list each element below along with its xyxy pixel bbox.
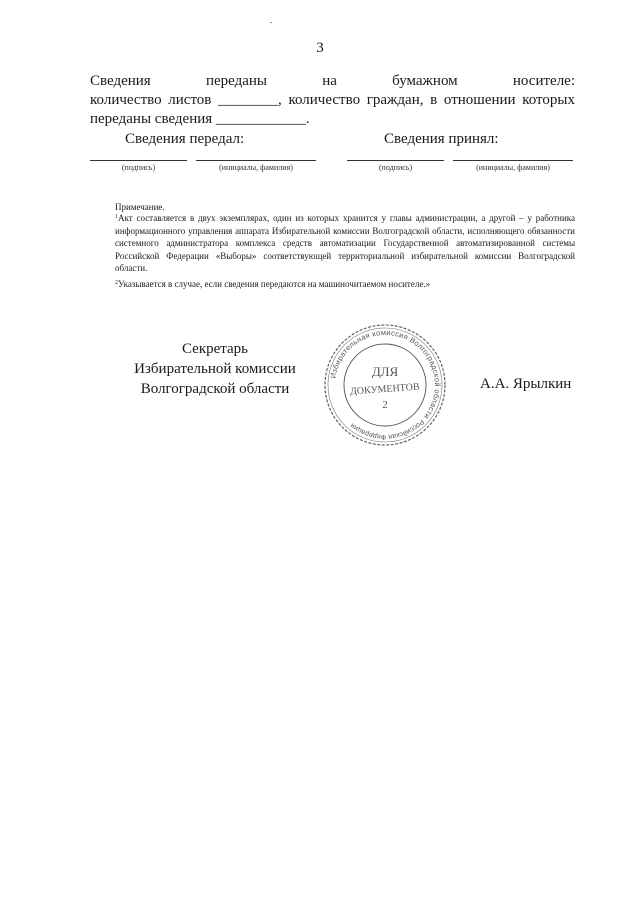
scan-speck: [270, 22, 272, 23]
stamp-bottom-text: Российская Федерация: [349, 417, 425, 441]
note-title: Примечание.: [115, 202, 165, 212]
sender-name-caption: (инициалы, фамилия): [219, 163, 293, 172]
transfer-paragraph: [90, 72, 575, 129]
note-item-2: [115, 277, 575, 291]
signatory-title-line-3: Волгоградской области: [140, 381, 290, 397]
sender-heading: Сведения передал:: [125, 131, 245, 147]
transfer-line-2: количество листов ________, количество граждан, в отношении которых: [90, 92, 575, 108]
note-item-1-text: Акт составляется в двух экземплярах, один из которых хранится у главы администрации, а другой – у работника информационного управления аппарата Избирательной комиссии Волгоградской области, исполняющего обязанности системного администратора комплекса средств автоматизации Государственной автоматизированной системы Российской Федерации «Выборы» соответствующей территориальной избирательной комиссии Волгоградской области.: [115, 213, 575, 273]
page-number: 3: [316, 40, 324, 56]
footnote-marker-1: 1: [115, 214, 118, 220]
receiver-signature-caption: (подпись): [378, 163, 413, 172]
signatory-title-line-1: Секретарь: [181, 341, 249, 357]
receiver-name-line: [453, 160, 573, 161]
transfer-line-1: Сведения переданы на бумажном носителе:: [90, 73, 575, 89]
note-item-1: [115, 211, 575, 275]
receiver-heading: Сведения принял:: [384, 131, 499, 147]
sender-signature-caption: (подпись): [121, 163, 156, 172]
receiver-name-caption: (инициалы, фамилия): [476, 163, 550, 172]
stamp-center-line-1: ДЛЯ: [371, 364, 399, 379]
signatory-title: [130, 339, 300, 399]
stamp-center-number: 2: [382, 399, 388, 411]
official-stamp: [322, 322, 448, 448]
stamp-center-line-2: ДОКУМЕНТОВ: [349, 381, 420, 398]
footnote-marker-2: 2: [115, 280, 118, 286]
sender-signature-line: [90, 160, 187, 161]
transfer-line-3: переданы сведения ____________.: [90, 111, 310, 127]
note-item-2-text: Указывается в случае, если сведения передаются на машиночитаемом носителе.»: [118, 279, 431, 289]
stamp-outer-text: Избирательная комиссия Волгоградской области: [328, 327, 443, 422]
signer-name: А.А. Ярылкин: [480, 376, 572, 392]
sender-name-line: [196, 160, 316, 161]
receiver-signature-line: [347, 160, 444, 161]
signatory-title-line-2: Избирательной комиссии: [134, 361, 296, 377]
